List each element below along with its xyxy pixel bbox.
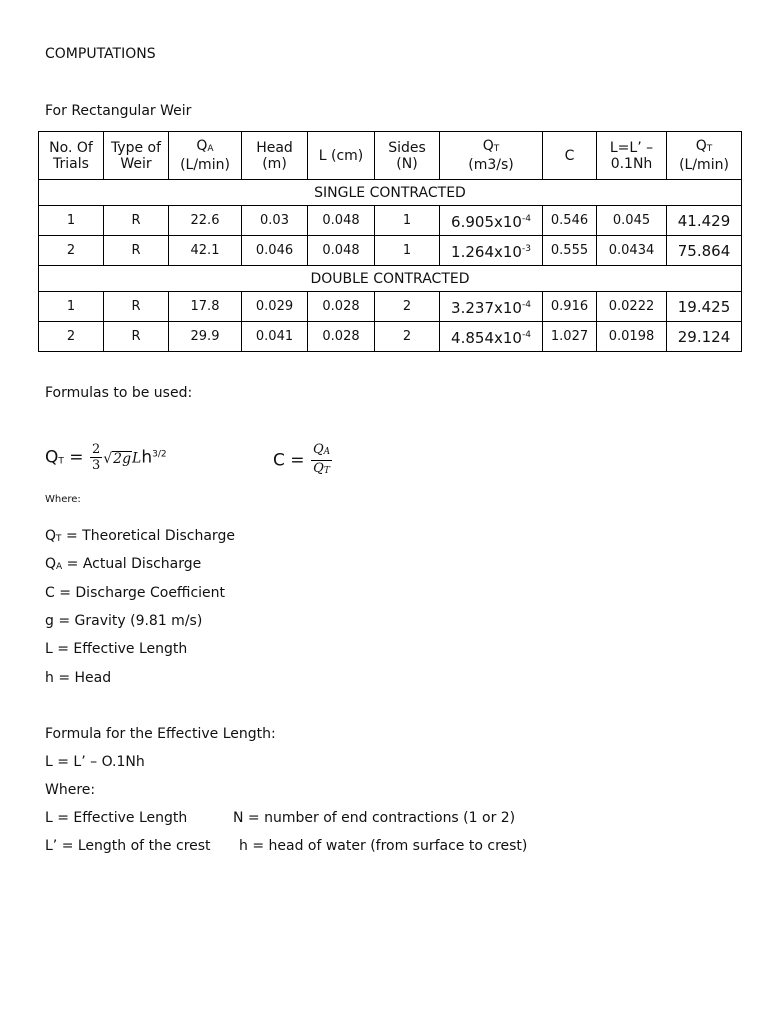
table-row xyxy=(39,292,742,322)
section-title: SINGLE CONTRACTED xyxy=(39,180,742,206)
col-head: Head (m) xyxy=(242,132,308,180)
legend-head-of-water: h = head of water (from surface to crest) xyxy=(239,838,528,854)
col-sides: Sides (N) xyxy=(375,132,440,180)
cell-qt-lmin: 75.864 xyxy=(667,236,742,266)
cell-trial: 2 xyxy=(39,236,104,266)
where-label: Where: xyxy=(45,782,96,798)
legend-end-contractions: N = number of end contractions (1 or 2) xyxy=(233,810,516,826)
cell-head: 0.041 xyxy=(242,322,308,352)
col-qt-lmin: $Q_T$ (L/min) xyxy=(667,132,742,180)
cell-sides: 2 xyxy=(375,322,440,352)
col-effective-length: L=L’ – 0.1Nh xyxy=(597,132,667,180)
effective-length-formula: L = L’ – O.1Nh xyxy=(45,754,145,770)
cell-c: 0.555 xyxy=(543,236,597,266)
cell-l: 0.028 xyxy=(308,322,375,352)
cell-sides: 2 xyxy=(375,292,440,322)
table-row xyxy=(39,236,742,266)
cell-type: R xyxy=(104,292,169,322)
definition-c: C = Discharge Coefficient xyxy=(45,585,226,601)
cell-qt-lmin: 19.425 xyxy=(667,292,742,322)
legend-effective-length: L = Effective Length xyxy=(45,810,188,826)
cell-leff: 0.0434 xyxy=(597,236,667,266)
formulas-label: Formulas to be used: xyxy=(45,385,193,401)
cell-leff: 0.0198 xyxy=(597,322,667,352)
cell-sides: 1 xyxy=(375,236,440,266)
cell-type: R xyxy=(104,206,169,236)
qa-over-qt-fraction: $\frac{Q_A}{Q_T}$ xyxy=(311,442,332,479)
section-row-double xyxy=(39,266,742,292)
cell-l: 0.048 xyxy=(308,206,375,236)
definition-l: L = Effective Length xyxy=(45,641,188,657)
weir-results-table xyxy=(38,131,742,352)
cell-qa: 22.6 xyxy=(169,206,242,236)
cell-trial: 1 xyxy=(39,292,104,322)
formula-qt: $Q_T$ = $\frac{2}{3}$ √2gLh$^{3/2}$ xyxy=(45,442,167,473)
cell-head: 0.029 xyxy=(242,292,308,322)
legend-crest-length: L’ = Length of the crest xyxy=(45,838,211,854)
table-row xyxy=(39,322,742,352)
cell-qt-m3s: $4.854x10^{-4}$ xyxy=(440,322,543,352)
cell-trial: 1 xyxy=(39,206,104,236)
col-trials: No. Of Trials xyxy=(39,132,104,180)
cell-l: 0.048 xyxy=(308,236,375,266)
definition-qt: $Q_T$ = Theoretical Discharge xyxy=(45,528,235,544)
cell-leff: 0.045 xyxy=(597,206,667,236)
cell-leff: 0.0222 xyxy=(597,292,667,322)
cell-head: 0.046 xyxy=(242,236,308,266)
col-type: Type of Weir xyxy=(104,132,169,180)
cell-c: 0.546 xyxy=(543,206,597,236)
cell-qt-lmin: 29.124 xyxy=(667,322,742,352)
cell-qt-m3s: $1.264x10^{-3}$ xyxy=(440,236,543,266)
where-label-small: Where: xyxy=(45,494,81,505)
formula-c: C = $\frac{Q_A}{Q_T}$ xyxy=(273,442,333,479)
definition-qa: $Q_A$ = Actual Discharge xyxy=(45,556,202,572)
cell-head: 0.03 xyxy=(242,206,308,236)
cell-c: 0.916 xyxy=(543,292,597,322)
effective-length-label: Formula for the Effective Length: xyxy=(45,726,276,742)
cell-l: 0.028 xyxy=(308,292,375,322)
cell-c: 1.027 xyxy=(543,322,597,352)
cell-qa: 17.8 xyxy=(169,292,242,322)
cell-trial: 2 xyxy=(39,322,104,352)
page-heading: COMPUTATIONS xyxy=(45,46,156,62)
cell-qa: 29.9 xyxy=(169,322,242,352)
section-title: DOUBLE CONTRACTED xyxy=(39,266,742,292)
col-c: C xyxy=(543,132,597,180)
cell-type: R xyxy=(104,236,169,266)
cell-qt-m3s: $6.905x10^{-4}$ xyxy=(440,206,543,236)
col-qt-m3s: $Q_T$ (m3/s) xyxy=(440,132,543,180)
cell-type: R xyxy=(104,322,169,352)
section-subheading: For Rectangular Weir xyxy=(45,103,192,119)
col-lcm: L (cm) xyxy=(308,132,375,180)
table-header-row xyxy=(39,132,742,180)
cell-sides: 1 xyxy=(375,206,440,236)
cell-qt-lmin: 41.429 xyxy=(667,206,742,236)
definition-h: h = Head xyxy=(45,670,112,686)
sqrt-sign: √2g xyxy=(103,450,132,467)
cell-qt-m3s: $3.237x10^{-4}$ xyxy=(440,292,543,322)
section-row-single xyxy=(39,180,742,206)
col-qa: $Q_A$ (L/min) xyxy=(169,132,242,180)
table-row xyxy=(39,206,742,236)
two-thirds-fraction: $\frac{2}{3}$ xyxy=(91,442,101,473)
definition-g: g = Gravity (9.81 m/s) xyxy=(45,613,203,629)
cell-qa: 42.1 xyxy=(169,236,242,266)
